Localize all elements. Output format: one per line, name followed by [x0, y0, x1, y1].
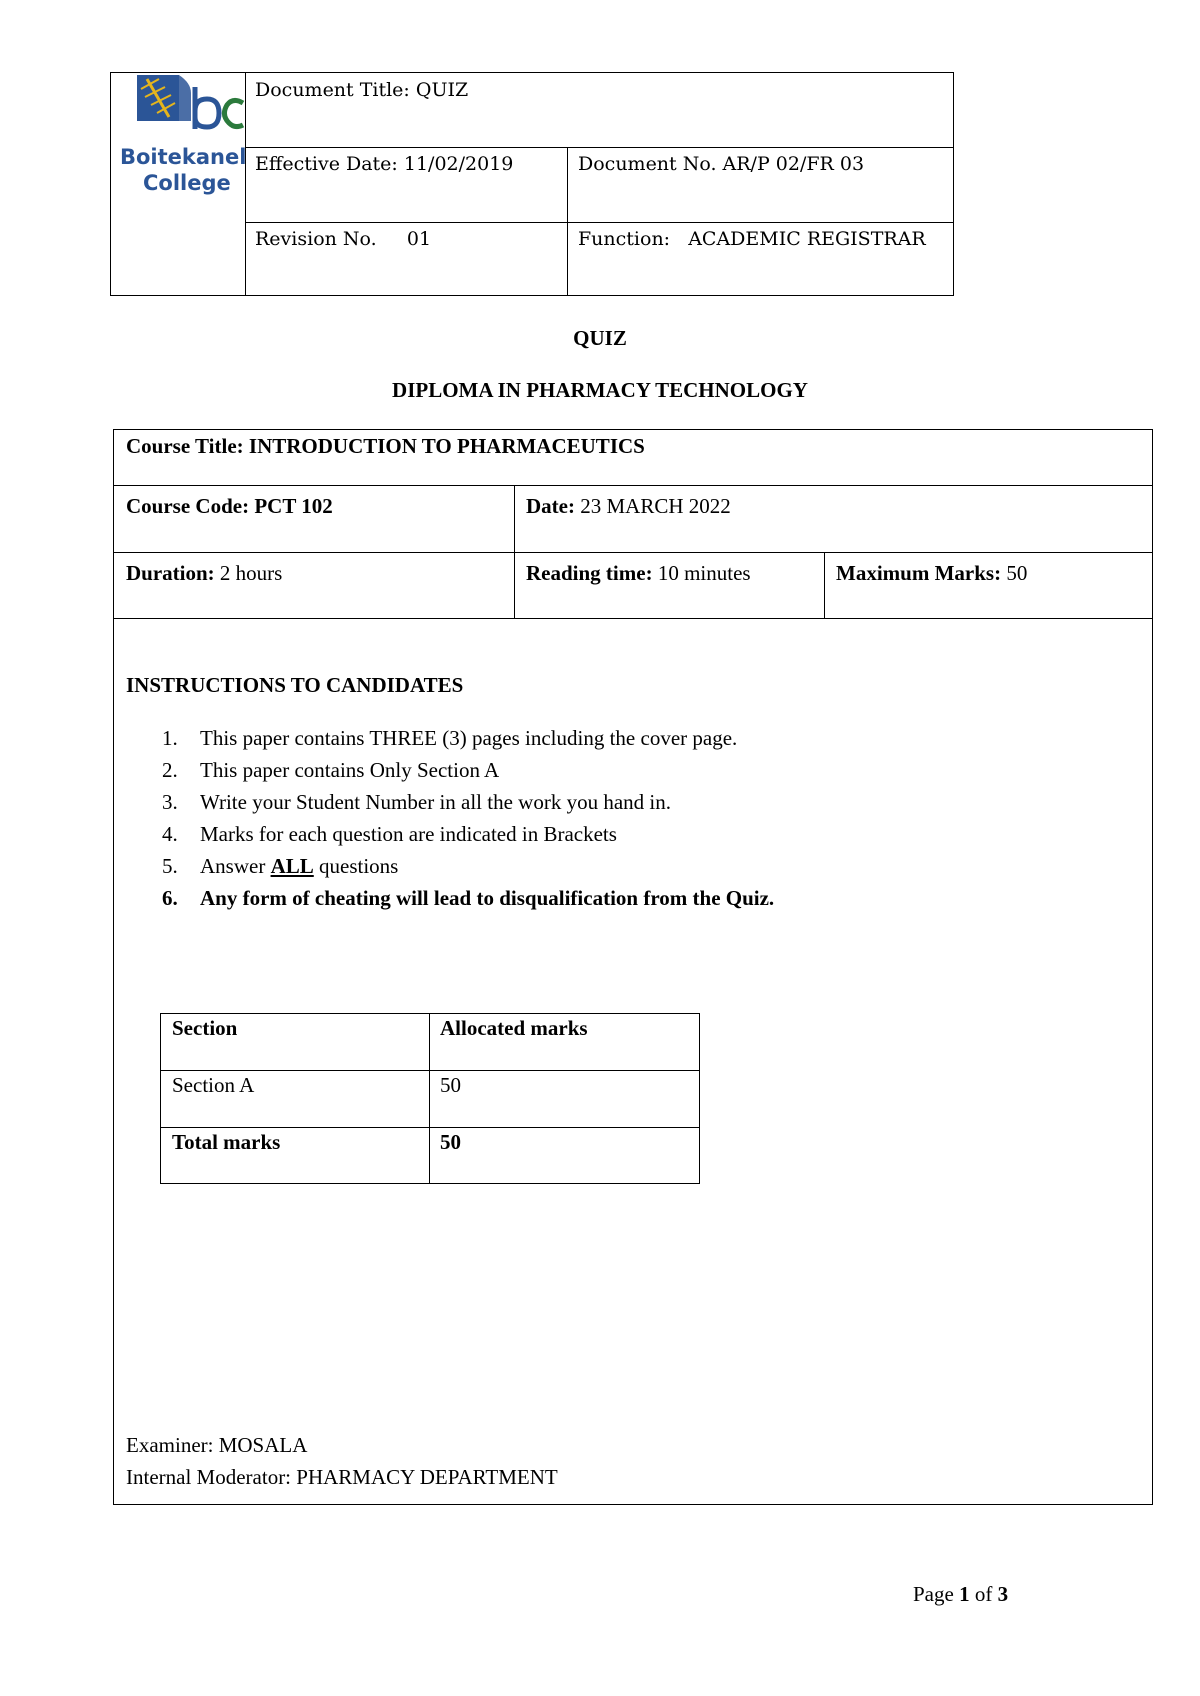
reading-time-label: Reading time: [526, 561, 653, 585]
course-title-label: Course Title: [126, 434, 244, 458]
marks-allocation-table [160, 1013, 700, 1184]
examiner: Examiner: MOSALA [126, 1433, 308, 1457]
duration-value: 2 hours [219, 561, 283, 585]
table-cell: 50 [440, 1073, 461, 1097]
effective-date: Effective Date: 11/02/2019 [255, 153, 514, 175]
page-total: 3 [997, 1582, 1009, 1606]
row-divider [114, 485, 1152, 486]
instruction-text [200, 854, 398, 879]
reading-time [526, 561, 751, 586]
document-title-row [245, 73, 953, 148]
instruction-text-after: questions [313, 854, 399, 878]
column-divider [514, 485, 515, 618]
instruction-text: Marks for each question are indicated in Brackets [200, 822, 617, 846]
programme-title: DIPLOMA IN PHARMACY TECHNOLOGY [392, 378, 808, 402]
course-code-value: PCT 102 [254, 494, 333, 518]
table-cell: 50 [440, 1130, 461, 1154]
course-title-value: INTRODUCTION TO PHARMACEUTICS [248, 434, 645, 458]
page-of: of [974, 1582, 993, 1606]
page-number [913, 1582, 1008, 1607]
maximum-marks-value: 50 [1006, 561, 1028, 585]
internal-moderator: Internal Moderator: PHARMACY DEPARTMENT [126, 1465, 558, 1489]
document-control-table [110, 72, 954, 296]
maximum-marks-label: Maximum Marks: [836, 561, 1002, 585]
revision-number: Revision No. 01 [255, 228, 432, 250]
column-divider [429, 1014, 430, 1183]
maximum-marks [836, 561, 1027, 586]
instruction-text: Write your Student Number in all the work you hand in. [200, 790, 671, 814]
duration [126, 561, 282, 586]
instruction-number: 5. [162, 854, 178, 878]
instruction-text: Any form of cheating will lead to disqualification from the Quiz. [200, 886, 775, 910]
instruction-number: 2. [162, 758, 178, 782]
course-code-label: Course Code: [126, 494, 250, 518]
row-divider [161, 1070, 699, 1071]
logo-subname: College [143, 171, 231, 195]
instruction-number: 3. [162, 790, 178, 814]
instruction-number: 1. [162, 726, 178, 750]
table-cell: Total marks [172, 1130, 281, 1154]
exam-date-label: Date: [526, 494, 575, 518]
effective-date-row [245, 147, 953, 223]
logo-cell [111, 73, 246, 295]
instruction-item [162, 726, 1062, 752]
page-label: Page [913, 1582, 954, 1606]
row-divider [114, 618, 1152, 619]
course-title [126, 434, 645, 459]
instruction-item [162, 854, 1062, 880]
exam-date-value: 23 MARCH 2022 [580, 494, 731, 518]
function-label: Function: ACADEMIC REGISTRAR [578, 228, 926, 250]
instruction-emphasis: ALL [270, 854, 314, 878]
revision-row [245, 222, 953, 296]
row-divider [161, 1127, 699, 1128]
logo-name: Boitekanel [120, 145, 247, 169]
duration-label: Duration: [126, 561, 215, 585]
instruction-item [162, 758, 1062, 784]
table-header: Section [172, 1016, 238, 1040]
document-number: Document No. AR/P 02/FR 03 [578, 153, 865, 175]
column-divider [567, 147, 568, 295]
instruction-number: 4. [162, 822, 178, 846]
instruction-text: This paper contains Only Section A [200, 758, 500, 782]
reading-time-value: 10 minutes [657, 561, 751, 585]
instruction-item [162, 886, 1062, 912]
instruction-number: 6. [162, 886, 178, 910]
page-current: 1 [959, 1582, 970, 1606]
instructions-heading: INSTRUCTIONS TO CANDIDATES [126, 673, 464, 697]
quiz-title: QUIZ [573, 326, 627, 350]
college-logo-icon [111, 73, 245, 147]
instruction-text-before: Answer [200, 854, 271, 878]
row-divider [114, 552, 1152, 553]
instruction-text: This paper contains THREE (3) pages including the cover page. [200, 726, 738, 750]
column-divider [824, 552, 825, 618]
instruction-item [162, 790, 1062, 816]
exam-date [526, 494, 731, 519]
table-header: Allocated marks [440, 1016, 588, 1040]
document-title: Document Title: QUIZ [255, 79, 469, 101]
course-code [126, 494, 333, 519]
instruction-item [162, 822, 1062, 848]
course-info-table [113, 429, 1153, 1505]
table-cell: Section A [172, 1073, 255, 1097]
